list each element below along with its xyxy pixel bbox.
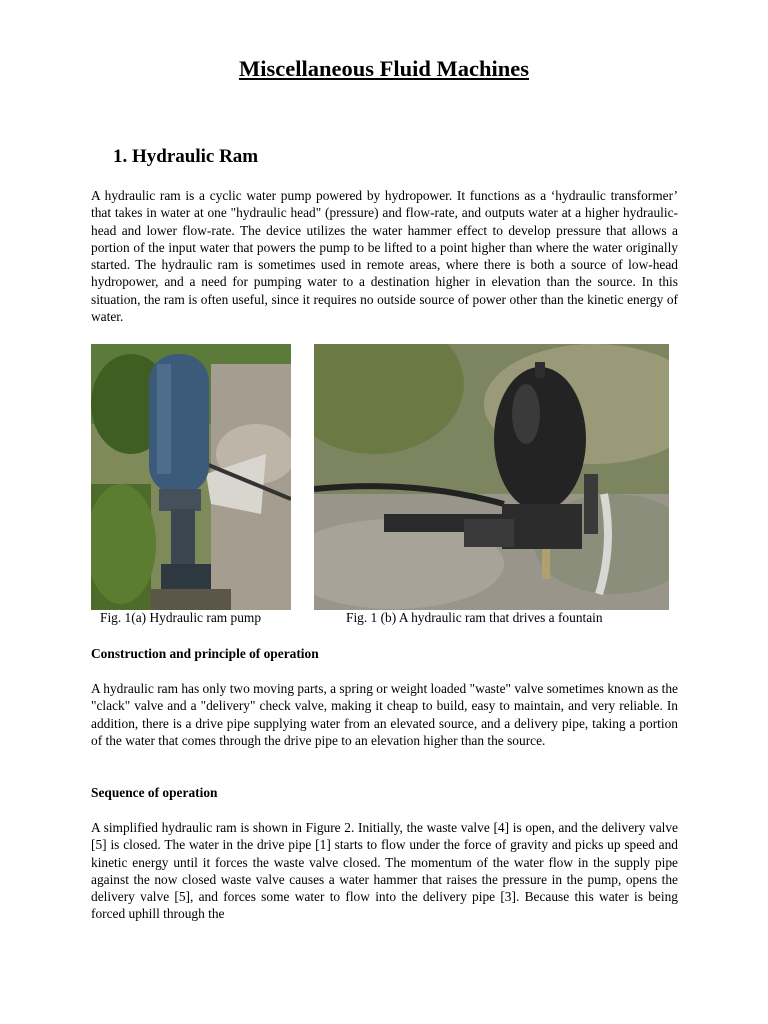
intro-paragraph: A hydraulic ram is a cyclic water pump powered by hydropower. It functions as a ‘hydraulic transformer’ that takes in water at one "hydraulic head" (pressure) and flow-rate, and outputs water at a higher hydraulic-head and lower flow-rate. The device utilizes the water hammer effect to develop pressure that allows a portion of the input water that powers the pump to be lifted to a point higher than where the water originally started. The hydraulic ram is sometimes used in remote areas, where there is both a source of low-head hydropower, and a need for pumping water to a destination higher in elevation than the source. In this situation, the ram is often useful, since it requires no outside source of power other than the kinetic energy of water. xyxy=(91,188,678,325)
figure-1a-caption: Fig. 1(a) Hydraulic ram pump xyxy=(100,610,262,625)
figure-1b-caption: Fig. 1 (b) A hydraulic ram that drives a fountain xyxy=(346,610,603,625)
page-title: Miscellaneous Fluid Machines xyxy=(238,56,529,81)
section-title: Hydraulic Ram xyxy=(132,146,259,167)
sequence-heading: Sequence of operation xyxy=(91,785,218,800)
figure-1a-photo xyxy=(91,344,291,610)
section-heading xyxy=(113,146,258,168)
figure-1b-photo xyxy=(314,344,669,610)
section-number: 1. xyxy=(113,146,128,167)
construction-paragraph: A hydraulic ram has only two moving parts, a spring or weight loaded "waste" valve sometimes known as the "clack" valve and a "delivery" check valve, making it cheap to build, easy to maintain, and very reliable. In addition, there is a drive pipe supplying water from an elevated source, and a delivery pipe, taking a portion of the water that comes through the drive pipe to an elevation higher than the source. xyxy=(91,681,678,748)
sequence-paragraph: A simplified hydraulic ram is shown in Figure 2. Initially, the waste valve [4] is open, and the delivery valve [5] is closed. The water in the drive pipe [1] starts to flow under the force of gravity and picks up speed and kinetic energy until it forces the waste valve closed. The momentum of the water flow in the supply pipe against the now closed waste valve causes a water hammer that raises the pressure in the pump, opens the delivery valve [5], and forces some water to flow into the delivery pipe [3]. Because this water is being forced uphill through the xyxy=(91,820,678,922)
construction-heading: Construction and principle of operation xyxy=(91,646,319,661)
